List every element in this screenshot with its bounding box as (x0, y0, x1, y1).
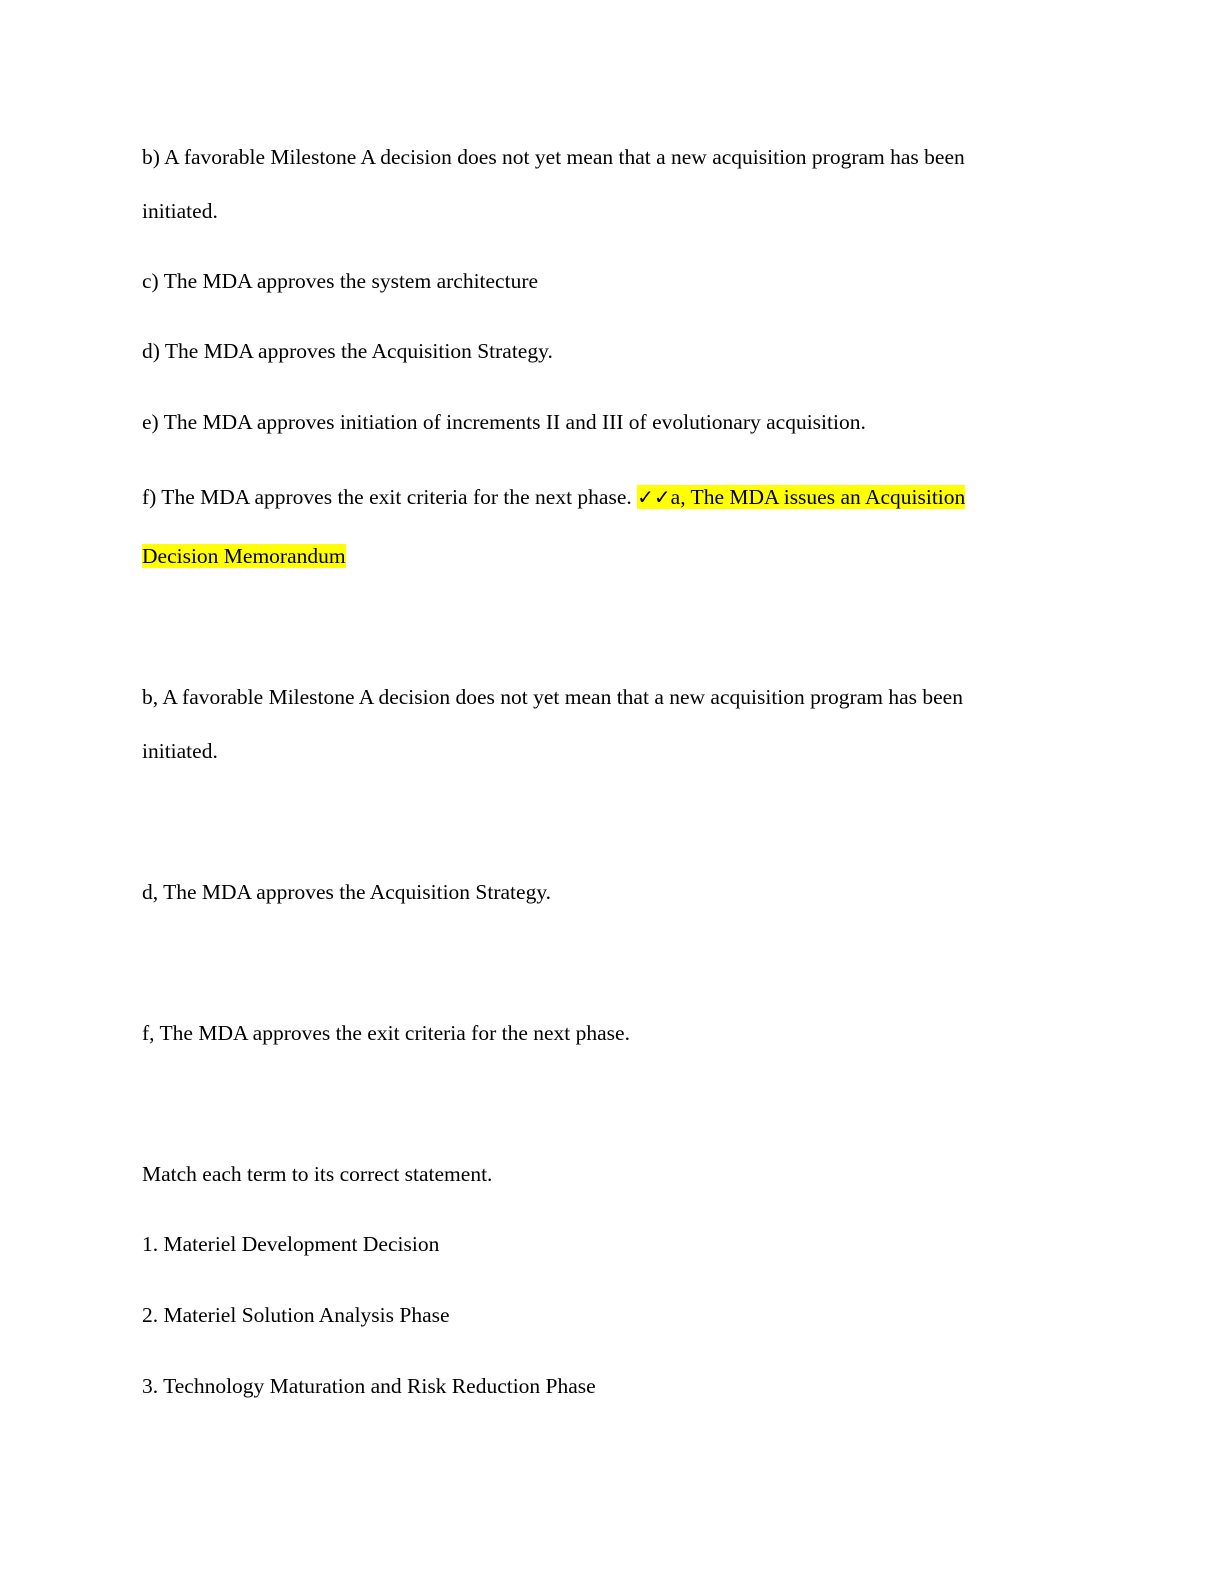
answer-text-line2: Decision Memorandum (142, 544, 346, 568)
match-prompt: Match each term to its correct statement. (142, 1162, 493, 1186)
option-b-line1: b) A favorable Milestone A decision does not yet mean that a new acquisition program has been (142, 145, 965, 169)
answer-line2-row (142, 541, 346, 571)
option-d: d) The MDA approves the Acquisition Strategy. (142, 339, 553, 363)
answer-b-line1: b, A favorable Milestone A decision does not yet mean that a new acquisition program has been (142, 685, 963, 709)
option-f-with-answer (142, 482, 965, 512)
match-item-1: 1. Materiel Development Decision (142, 1232, 440, 1256)
answer-b-line2: initiated. (142, 739, 218, 763)
answer-f: f, The MDA approves the exit criteria for the next phase. (142, 1021, 630, 1045)
answer-highlight (637, 485, 965, 509)
option-e: e) The MDA approves initiation of increments II and III of evolutionary acquisition. (142, 410, 866, 434)
double-check-icon: ✓✓ (637, 485, 671, 509)
answer-text-line1: a, The MDA issues an Acquisition (670, 485, 966, 509)
option-f: f) The MDA approves the exit criteria for the next phase. (142, 485, 638, 509)
match-item-2: 2. Materiel Solution Analysis Phase (142, 1303, 450, 1327)
option-b-line2: initiated. (142, 199, 218, 223)
option-c: c) The MDA approves the system architecture (142, 269, 539, 293)
match-item-3: 3. Technology Maturation and Risk Reduction Phase (142, 1374, 596, 1398)
answer-d: d, The MDA approves the Acquisition Strategy. (142, 880, 552, 904)
